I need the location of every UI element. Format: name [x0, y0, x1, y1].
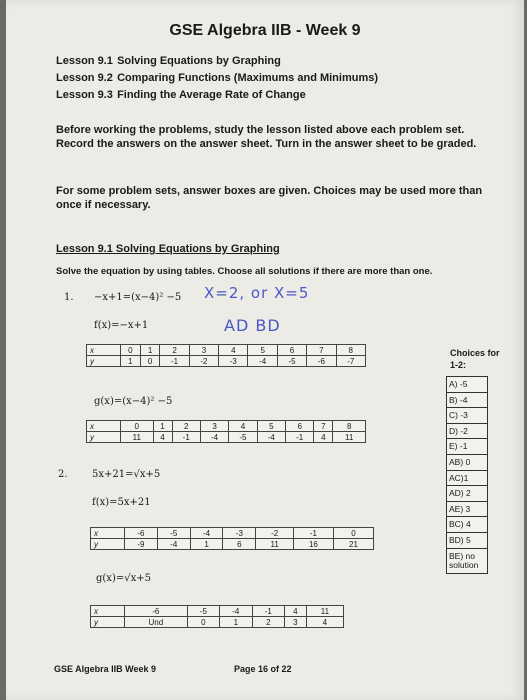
f-label-1: f(x)=−x+1: [94, 320, 149, 331]
x-value-cell: 1: [153, 421, 172, 432]
y-header-cell: y: [87, 356, 121, 367]
y-value-cell: 21: [333, 539, 373, 550]
table-f1: [86, 344, 366, 367]
y-value-cell: -2: [189, 356, 218, 367]
table-row: [91, 539, 374, 550]
x-header-cell: x: [91, 606, 125, 617]
y-value-cell: 6: [223, 539, 256, 550]
y-value-cell: 0: [140, 356, 160, 367]
y-value-cell: Und: [125, 617, 188, 628]
x-value-cell: 8: [336, 345, 365, 356]
table-f2: [90, 527, 374, 550]
lesson-line-3: [56, 89, 306, 101]
y-value-cell: -1: [172, 432, 200, 443]
y-value-cell: -6: [307, 356, 336, 367]
lesson-line-2: [56, 72, 378, 84]
handwritten-answer: X=2, or X=5: [204, 284, 310, 302]
y-value-cell: 3: [285, 617, 307, 628]
y-value-cell: -4: [248, 356, 277, 367]
y-value-cell: -5: [277, 356, 306, 367]
y-header-cell: y: [91, 539, 125, 550]
y-header-cell: y: [87, 432, 121, 443]
x-value-cell: 6: [277, 345, 306, 356]
x-value-cell: 4: [285, 606, 307, 617]
g-label-1: g(x)=(x−4)² −5: [94, 396, 173, 407]
y-value-cell: -5: [229, 432, 257, 443]
lesson-line-1: [56, 55, 281, 67]
x-value-cell: -4: [220, 606, 252, 617]
y-value-cell: -4: [157, 539, 190, 550]
lesson-name: Comparing Functions (Maximums and Minimums): [117, 72, 379, 84]
x-value-cell: -1: [252, 606, 284, 617]
choices-heading: Choices for 1-2:: [450, 348, 500, 370]
x-value-cell: 2: [160, 345, 189, 356]
problem-2-number: 2.: [58, 469, 68, 480]
x-header-cell: x: [87, 345, 121, 356]
x-value-cell: 5: [257, 421, 285, 432]
y-value-cell: 1: [121, 356, 141, 367]
table-row: [91, 528, 374, 539]
choice-item: BE) no solution: [447, 548, 488, 573]
y-value-cell: -7: [336, 356, 365, 367]
x-header-cell: x: [91, 528, 125, 539]
choice-item: BD) 5: [447, 532, 488, 548]
g-label-2: g(x)=√x+5: [96, 573, 151, 584]
y-value-cell: 11: [121, 432, 154, 443]
intro-paragraph: Before working the problems, study the lesson listed above each problem set. Record the answers on the answer sheet. Turn in the answer sheet to be graded.: [56, 124, 477, 150]
f-label-2: f(x)=5x+21: [92, 497, 151, 508]
y-value-cell: -4: [200, 432, 228, 443]
x-value-cell: -5: [187, 606, 219, 617]
table-row: [87, 345, 366, 356]
y-header-cell: y: [91, 617, 125, 628]
choice-item: AE) 3: [447, 501, 488, 517]
table-row: [87, 356, 366, 367]
choice-item: BC) 4: [447, 517, 488, 533]
table-row: [87, 421, 366, 432]
y-value-cell: -9: [125, 539, 158, 550]
y-value-cell: 2: [252, 617, 284, 628]
footer-left: GSE Algebra IIB Week 9: [54, 664, 157, 674]
y-value-cell: 1: [220, 617, 252, 628]
y-value-cell: -3: [219, 356, 248, 367]
table-g1: [86, 420, 366, 443]
x-value-cell: -6: [125, 606, 188, 617]
choice-item: D) -2: [447, 423, 488, 439]
x-value-cell: 4: [229, 421, 257, 432]
table-row: [87, 432, 366, 443]
choice-item: E) -1: [447, 439, 488, 455]
x-value-cell: -6: [125, 528, 158, 539]
y-value-cell: 11: [256, 539, 294, 550]
page-title: GSE Algebra IIB - Week 9: [169, 22, 361, 39]
choices-paragraph: For some problem sets, answer boxes are given. Choices may be used more than once if necessary.: [56, 185, 483, 211]
lesson-code: Lesson 9.2: [56, 72, 113, 84]
y-value-cell: -1: [160, 356, 189, 367]
choice-item: B) -4: [447, 392, 488, 408]
choice-item: AB) 0: [447, 454, 488, 470]
lesson-code: Lesson 9.3: [56, 89, 113, 101]
x-value-cell: 5: [248, 345, 277, 356]
table-row: [91, 617, 344, 628]
y-value-cell: 1: [190, 539, 223, 550]
worksheet-page: [6, 0, 524, 700]
x-value-cell: 3: [189, 345, 218, 356]
problem-1-equation: −x+1=(x−4)² −5: [94, 292, 182, 303]
x-value-cell: 1: [140, 345, 160, 356]
y-value-cell: 0: [187, 617, 219, 628]
x-value-cell: 8: [333, 421, 366, 432]
table-g2: [90, 605, 344, 628]
lesson-code: Lesson 9.1: [56, 55, 113, 67]
y-value-cell: -1: [285, 432, 313, 443]
choice-item: AD) 2: [447, 486, 488, 502]
x-value-cell: 2: [172, 421, 200, 432]
lesson-name: Solving Equations by Graphing: [117, 55, 281, 67]
handwritten-choices: AD BD: [224, 316, 281, 335]
x-value-cell: -5: [157, 528, 190, 539]
choice-item: AC)1: [447, 470, 488, 486]
y-value-cell: 4: [306, 617, 343, 628]
x-value-cell: -3: [223, 528, 256, 539]
y-value-cell: 4: [153, 432, 172, 443]
choices-box: [446, 376, 488, 574]
x-value-cell: 7: [307, 345, 336, 356]
y-value-cell: 11: [333, 432, 366, 443]
footer-page: Page 16 of 22: [234, 664, 292, 674]
x-header-cell: x: [87, 421, 121, 432]
x-value-cell: 6: [285, 421, 313, 432]
instruction: Solve the equation by using tables. Choose all solutions if there are more than one.: [56, 266, 433, 277]
x-value-cell: 0: [333, 528, 373, 539]
lesson-name: Finding the Average Rate of Change: [117, 89, 306, 101]
y-value-cell: -4: [257, 432, 285, 443]
choice-item: A) -5: [447, 377, 488, 393]
y-value-cell: 4: [314, 432, 333, 443]
x-value-cell: 0: [121, 345, 141, 356]
problem-2-equation: 5x+21=√x+5: [92, 469, 161, 480]
choice-item: C) -3: [447, 408, 488, 424]
y-value-cell: 16: [293, 539, 333, 550]
x-value-cell: 0: [121, 421, 154, 432]
x-value-cell: 4: [219, 345, 248, 356]
x-value-cell: -4: [190, 528, 223, 539]
x-value-cell: 7: [314, 421, 333, 432]
x-value-cell: 11: [306, 606, 343, 617]
problem-1-number: 1.: [64, 292, 74, 303]
section-heading: Lesson 9.1 Solving Equations by Graphing: [56, 243, 280, 255]
x-value-cell: 3: [200, 421, 228, 432]
table-row: [91, 606, 344, 617]
x-value-cell: -2: [256, 528, 294, 539]
x-value-cell: -1: [293, 528, 333, 539]
